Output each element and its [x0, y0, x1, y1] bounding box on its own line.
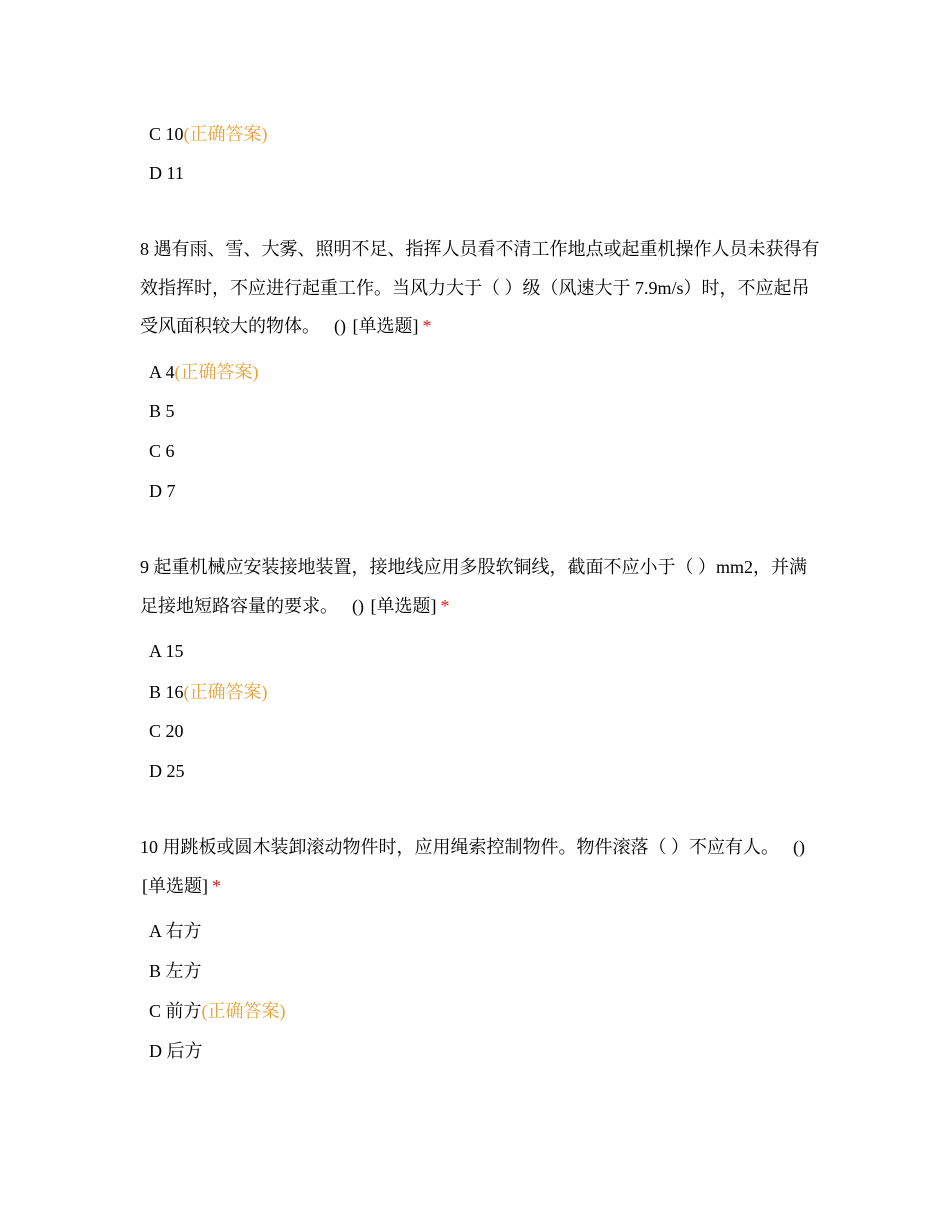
required-marker: * — [422, 316, 432, 336]
option-9-a — [149, 639, 184, 663]
option-text: 5 — [165, 401, 175, 421]
question-number: 9 — [140, 557, 149, 577]
option-letter: A — [149, 921, 162, 941]
option-letter: C — [149, 124, 162, 144]
option-letter: D — [149, 481, 162, 501]
question-8-stem — [140, 230, 820, 346]
question-10-stem — [140, 828, 820, 905]
option-10-b — [149, 959, 202, 983]
option-letter: D — [149, 1041, 162, 1061]
option-text: 左方 — [165, 961, 202, 981]
option-letter: A — [149, 641, 162, 661]
option-text: 25 — [166, 761, 185, 781]
option-text: 后方 — [166, 1041, 203, 1061]
question-text: 用跳板或圆木装卸滚动物件时，应用绳索控制物件。物件滚落（ ）不应有人。 — [162, 837, 779, 857]
option-10-c — [149, 999, 286, 1023]
correct-answer-marker: (正确答案) — [183, 124, 268, 144]
question-type-tag: [单选题] — [370, 595, 437, 616]
correct-answer-marker: (正确答案) — [201, 1001, 286, 1021]
question-paren: () — [352, 595, 364, 616]
option-text: 7 — [166, 481, 176, 501]
option-9-c — [149, 719, 184, 743]
option-8-a — [149, 360, 259, 384]
option-7-d — [149, 161, 184, 185]
option-letter: C — [149, 1001, 162, 1021]
question-number: 10 — [140, 837, 158, 857]
correct-answer-marker: (正确答案) — [174, 362, 259, 382]
option-8-d — [149, 479, 176, 503]
question-type-tag: [单选题] — [352, 316, 419, 336]
option-9-b — [149, 680, 268, 704]
option-letter: B — [149, 401, 162, 421]
option-letter: C — [149, 721, 162, 741]
question-number: 8 — [140, 239, 149, 259]
question-paren: () — [793, 837, 805, 857]
option-7-c — [149, 122, 268, 146]
question-text: 起重机械应安装接地装置，接地线应用多股软铜线，截面不应小于（ ）mm2，并满足接地短路容量的要求。 — [140, 557, 807, 616]
option-text: 15 — [165, 641, 184, 661]
option-text: 前方 — [165, 1001, 202, 1021]
option-10-d — [149, 1039, 203, 1063]
option-text: 右方 — [165, 921, 202, 941]
option-9-d — [149, 759, 185, 783]
question-9-stem — [140, 548, 820, 625]
option-letter: D — [149, 761, 162, 781]
option-8-c — [149, 439, 175, 463]
option-text: 10 — [165, 124, 184, 144]
option-letter: A — [149, 362, 162, 382]
option-text: 6 — [165, 441, 175, 461]
option-letter: C — [149, 441, 162, 461]
question-paren: () — [334, 316, 346, 336]
required-marker: * — [212, 875, 221, 896]
option-text: 11 — [166, 163, 184, 183]
option-text: 20 — [165, 721, 184, 741]
correct-answer-marker: (正确答案) — [183, 682, 268, 702]
required-marker: * — [440, 595, 450, 616]
option-10-a — [149, 919, 202, 943]
option-letter: B — [149, 961, 162, 981]
option-text: 16 — [165, 682, 184, 702]
option-letter: B — [149, 682, 162, 702]
question-type-tag: [单选题] — [142, 875, 208, 896]
question-text: 遇有雨、雪、大雾、照明不足、指挥人员看不清工作地点或起重机操作人员未获得有效指挥时，不应进行起重工作。当风力大于（ ）级（风速大于 7.9m/s）时，不应起吊受风面积较大的物体。 — [140, 239, 820, 336]
option-text: 4 — [165, 362, 175, 382]
option-8-b — [149, 399, 175, 423]
option-letter: D — [149, 163, 162, 183]
